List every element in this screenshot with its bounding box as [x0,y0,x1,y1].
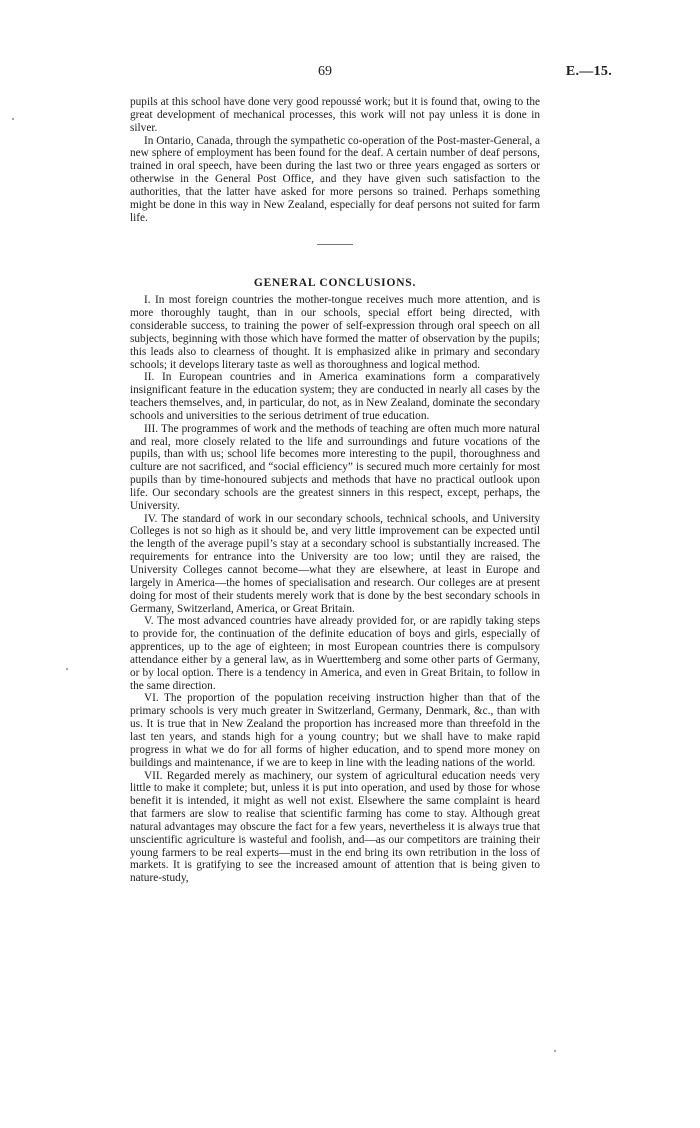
page-number: 69 [318,64,332,79]
conclusion-paragraph-4: IV. The standard of work in our secondary schools, technical schools, and University Colleges is not so high as it should be, and very little improvement can be expected until the length of the average pupil’s stay at a secondary school is substantially increased. The requirements for entrance into the University are too low; until they are raised, the University Colleges cannot become—what they are elsewhere, at least in Europe and largely in America—the homes of specialisation and research. Our colleges are at present doing for most of their students merely work that is done by the best secondary schools in Germany, Switzerland, America, or Great Britain. [130,512,540,615]
conclusion-paragraph-7: VII. Regarded merely as machinery, our system of agricultural education needs very little to make it complete; but, unless it is put into operation, and used by those for whose benefit it is intended, it might as well not exist. Elsewhere the same complaint is heard that farmers are slow to realise that scientific farming has come to stay. Although great natural advantages may obscure the fact for a few years, nevertheless it is always true that unscientific agriculture is wasteful and foolish, and—as our competitors are training their young farmers to be real experts—must in the end bring its own retribution in the loss of markets. It is gratifying to see the increased amount of attention that is being given to nature-study, [130,769,540,885]
section-title: GENERAL CONCLUSIONS. [253,277,417,290]
intro-paragraph-2: In Ontario, Canada, through the sympathetic co-operation of the Post-master-General, a new sphere of employment has been found for the deaf. A certain number of deaf persons, trained in oral speech, have been during the last two or three years engaged as sorters or otherwise in the General Post Office, and they have given such satisfaction to the authorities, that the latter have asked for more persons so trained. Perhaps something might be done in this way in New Zealand, especially for deaf persons not suited for farm life. [130,134,540,224]
scan-speck [554,1050,556,1052]
document-reference: E.—15. [565,64,612,79]
conclusion-paragraph-3: III. The programmes of work and the methods of teaching are often much more natural and real, more closely related to the life and surroundings and future vocations of the pupils, than with us; school life becomes more interesting to the pupil, thoroughness and culture are not sacrificed, and “social efficiency” is secured much more certainly for most pupils than by time-honoured subjects and methods that have no practical outlook upon life. Our secondary schools are the greatest sinners in this respect, except, perhaps, the University. [130,422,540,512]
body-text [130,96,540,885]
intro-paragraph-1: pupils at this school have done very good repoussé work; but it is found that, owing to the great development of mechanical processes, this work will not pay unless it is done in silver. [130,96,540,134]
conclusion-paragraph-6: VI. The proportion of the population receiving instruction higher than that of the primary schools is very much greater in Switzerland, Germany, Denmark, &c., than with us. It is true that in New Zealand the proportion has increased more than threefold in the last ten years, and stands high for a young country; but we shall have to make rapid progress in what we do for all forms of higher education, and to spend more money on buildings and maintenance, if we are to keep in line with the leading nations of the world. [130,692,540,769]
scan-speck [12,118,14,120]
scan-speck [66,668,68,670]
conclusion-paragraph-1: I. In most foreign countries the mother-tongue receives much more attention, and is more thoroughly taught, than in our schools, special effort being directed, with considerable success, to training the power of self-expression through oral speech on all subjects, beginning with those which have formed the matter of observation by the pupils; this leads also to clearness of thought. It is emphasized alike in primary and secondary schools; it develops literary taste as well as thoroughness and logical method. [130,294,540,371]
conclusion-paragraph-2: II. In European countries and in America examinations form a comparatively insignificant feature in the education system; they are conducted in nearly all cases by the teachers themselves, and, in particular, do not, as in New Zealand, dominate the secondary schools and universities to the serious detriment of true education. [130,371,540,422]
conclusion-paragraph-5: V. The most advanced countries have already provided for, or are rapidly taking steps to provide for, the continuation of the definite education of boys and girls, especially of apprentices, up to the age of eighteen; in most European countries there is compulsory attendance either by a general law, as in Wuerttemberg and some other parts of Germany, or by local option. There is a tendency in America, and even in Great Britain, to follow in the same direction. [130,615,540,692]
section-divider [317,244,353,245]
page-header [0,64,700,82]
